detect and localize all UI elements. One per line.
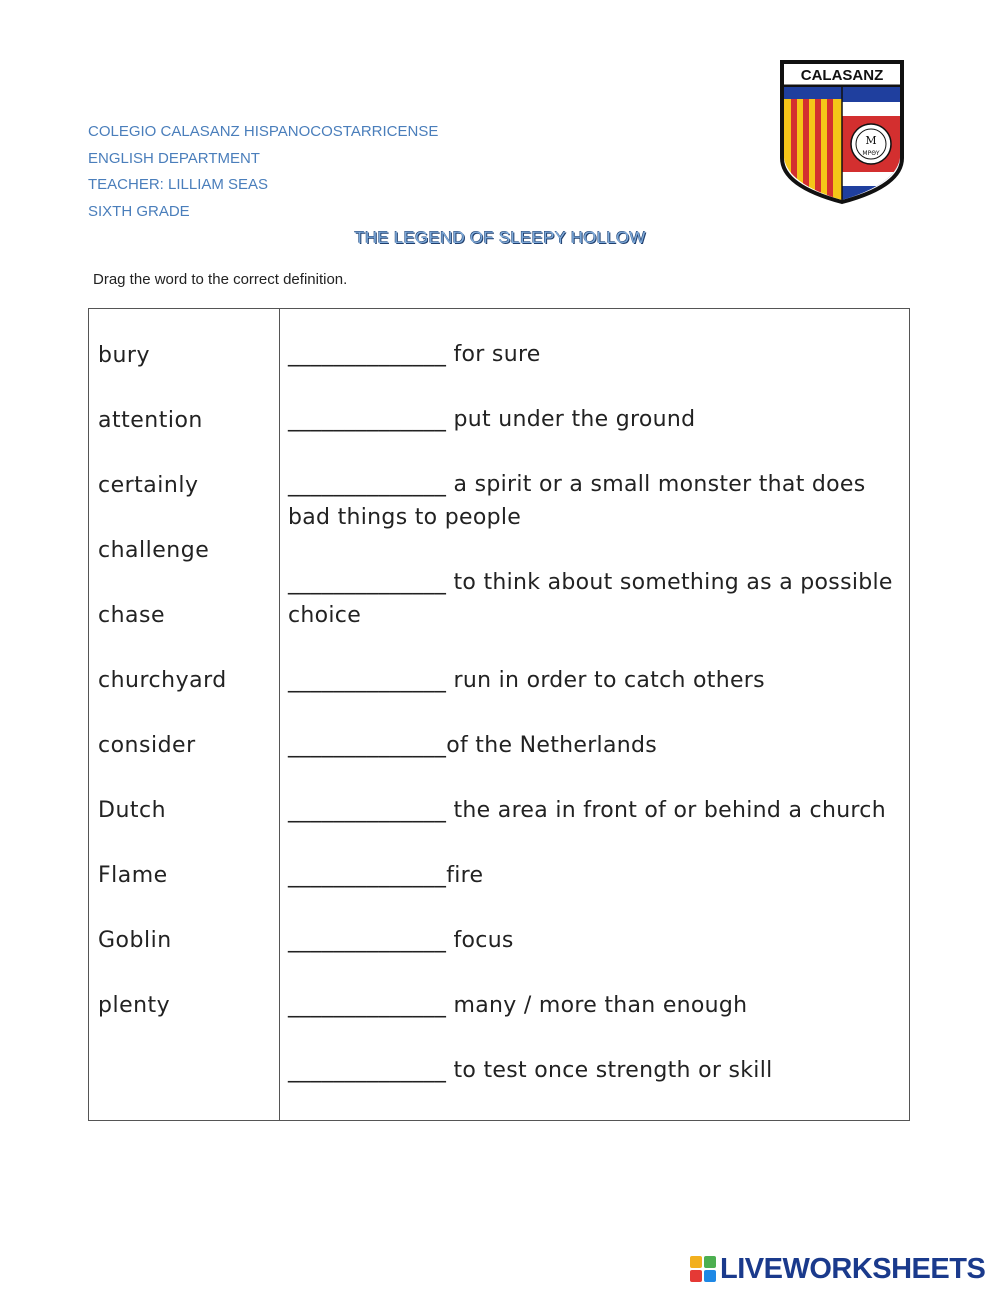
department: ENGLISH DEPARTMENT bbox=[88, 149, 260, 167]
logo-mark-icon bbox=[690, 1256, 716, 1282]
word-plenty[interactable]: plenty bbox=[98, 993, 171, 1018]
svg-text:MPΘY: MPΘY bbox=[862, 150, 880, 157]
grade-level: SIXTH GRADE bbox=[88, 202, 190, 220]
column-divider bbox=[279, 309, 280, 1120]
definition-drop-3[interactable]: ______________ a spirit or a small monster that does bad things to people bbox=[288, 472, 866, 530]
word-consider[interactable]: consider bbox=[98, 733, 196, 758]
logo-square-icon bbox=[704, 1256, 716, 1268]
logo-text: LIVEWORKSHEETS bbox=[720, 1252, 986, 1285]
definition-drop-6[interactable]: ______________of the Netherlands bbox=[288, 733, 658, 758]
definition-drop-4[interactable]: ______________ to think about something as a possible choice bbox=[288, 570, 893, 628]
word-attention[interactable]: attention bbox=[98, 408, 203, 433]
word-chase[interactable]: chase bbox=[98, 603, 166, 628]
word-challenge[interactable]: challenge bbox=[98, 538, 210, 563]
school-crest-logo bbox=[778, 58, 906, 206]
definition-drop-9[interactable]: ______________ focus bbox=[288, 928, 514, 953]
definition-drop-8[interactable]: ______________fire bbox=[288, 863, 484, 888]
logo-square-icon bbox=[690, 1270, 702, 1282]
definition-drop-10[interactable]: ______________ many / more than enough bbox=[288, 993, 748, 1018]
liveworksheets-logo bbox=[690, 1252, 985, 1286]
definition-drop-5[interactable]: ______________ run in order to catch others bbox=[288, 668, 765, 693]
word-bury[interactable]: bury bbox=[98, 343, 150, 368]
instructions-text: Drag the word to the correct definition. bbox=[93, 271, 348, 288]
word-certainly[interactable]: certainly bbox=[98, 473, 199, 498]
definition-drop-2[interactable]: ______________ put under the ground bbox=[288, 407, 696, 432]
logo-square-icon bbox=[690, 1256, 702, 1268]
word-goblin[interactable]: Goblin bbox=[98, 928, 172, 953]
teacher-name: TEACHER: LILLIAM SEAS bbox=[88, 176, 269, 193]
logo-square-icon bbox=[704, 1270, 716, 1282]
definition-drop-1[interactable]: ______________ for sure bbox=[288, 342, 541, 367]
definition-drop-11[interactable]: ______________ to test once strength or skill bbox=[288, 1058, 773, 1083]
worksheet-title: THE LEGEND OF SLEEPY HOLLOW bbox=[354, 228, 646, 247]
definition-drop-7[interactable]: ______________ the area in front of or behind a church bbox=[288, 798, 886, 823]
svg-text:CALASANZ: CALASANZ bbox=[800, 67, 884, 84]
svg-text:M: M bbox=[865, 134, 877, 147]
word-churchyard[interactable]: churchyard bbox=[98, 668, 227, 693]
school-name: COLEGIO CALASANZ HISPANOCOSTARRICENSE bbox=[88, 123, 439, 140]
matching-table bbox=[88, 308, 910, 1121]
word-dutch[interactable]: Dutch bbox=[98, 798, 167, 823]
school-header bbox=[88, 119, 438, 225]
word-flame[interactable]: Flame bbox=[98, 863, 168, 888]
